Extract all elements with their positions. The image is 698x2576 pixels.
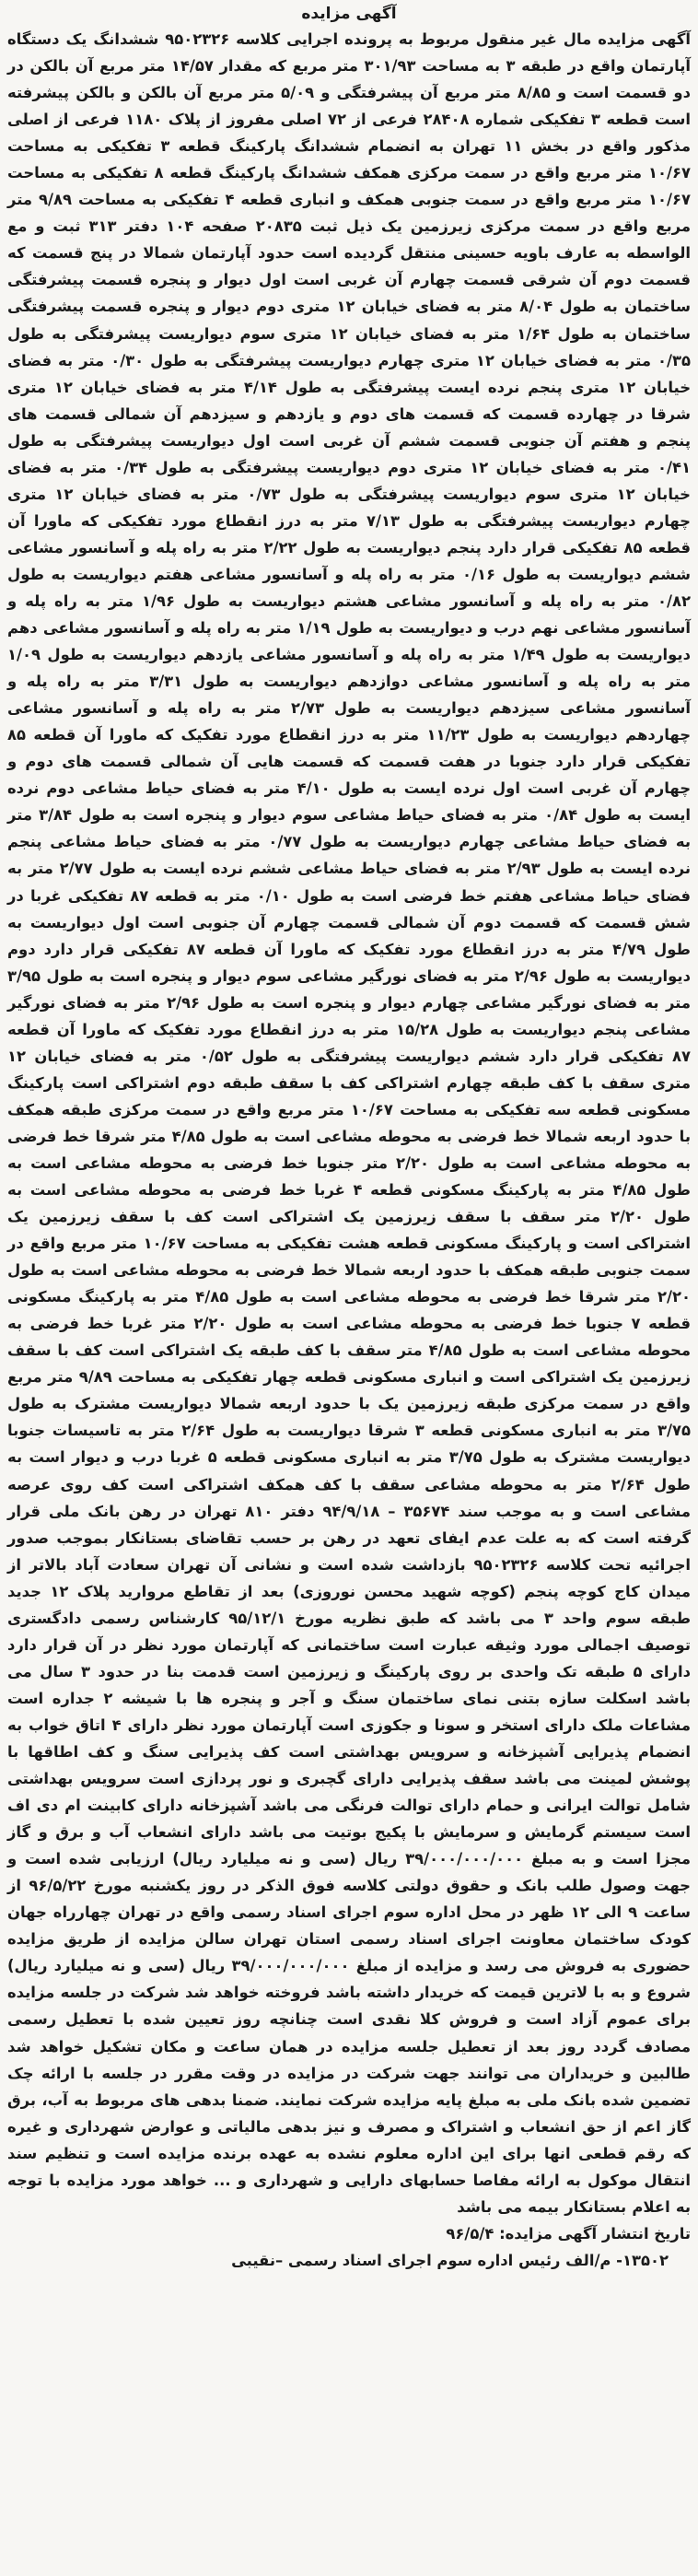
notice-title: آگهی مزایده bbox=[301, 5, 397, 23]
publication-date: تاریخ انتشار آگهی مزایده: ۹۶/۵/۴ bbox=[446, 2224, 691, 2242]
notice-body-text: آگهی مزایده مال غیر منقول مربوط به پرونده اجرایی کلاسه ۹۵۰۲۳۲۶ ششدانگ یک دستگاه آپارتمان واقع در طبقه ۳ به مساحت ۳۰۱/۹۳ متر مربع که مقدار ۱۴/۵۷ متر مربع آن بالکن در دو قسمت است و ۸/۸۵ متر مربع آن پیشرفتگی و ۵/۰۹ متر مربع آن بالکن و بالکن پیشرفته است قطعه ۳ تفکیکی شماره ۲۸۴۰۸ فرعی از ۷۲ اصلی مفروز از پلاک ۱۱۸۰ فرعی از اصلی مذکور واقع در بخش ۱۱ تهران به انضمام ششدانگ پارکینگ قطعه ۳ تفکیکی به مساحت ۱۰/۶۷ متر مربع واقع در سمت مرکزی همکف ششدانگ پارکینگ قطعه ۸ تفکیکی به مساحت ۱۰/۶۷ متر مربع واقع در سمت جنوبی همکف و انباری قطعه ۴ تفکیکی به مساحت ۹/۸۹ متر مربع واقع در سمت مرکزی زیرزمین یک ذیل ثبت ۲۰۸۳۵ صفحه ۱۰۴ دفتر ۳۱۳ ثبت و مع الواسطه به عارف باویه حسینی منتقل گردیده است حدود آپارتمان شمالا در پنج قسمت که قسمت دوم آن شرقی قسمت چهارم آن غربی است اول دیوار و پنجره قسمت پیشرفتگی ساختمان به طول ۸/۰۴ متر به فضای خیابان ۱۲ متری دوم دیوار و پنجره قسمت پیشرفتگی ساختمان به طول ۱/۶۴ متر به فضای خیابان ۱۲ متری سوم دیواریست پیشرفتگی به طول ۰/۳۵ متر به فضای خیابان ۱۲ متری چهارم دیواریست پیشرفتگی به طول ۰/۳۰ متر به فضای خیابان ۱۲ متری پنجم نرده ایست پیشرفتگی به طول ۴/۱۴ متر به فضای خیابان ۱۲ متری شرقا در چهارده قسمت که قسمت های دوم و یازدهم و سیزدهم آن شمالی قسمت های پنجم و هفتم آن جنوبی قسمت ششم آن غربی است اول دیواریست پیشرفتگی به طول ۰/۴۱ متر به فضای خیابان ۱۲ متری دوم دیواریست پیشرفتگی به طول ۰/۳۴ متر به فضای خیابان ۱۲ متری سوم دیواریست پیشرفتگی به طول ۰/۷۳ متر به فضای خیابان ۱۲ متری چهارم دیواریست پیشرفتگی به طول ۷/۱۳ متر به درز انقطاع مورد تفکیکی که ماورا آن قطعه ۸۵ تفکیکی قرار دارد پنجم دیواریست به طول ۲/۲۲ متر به راه پله و آسانسور مشاعی ششم دیواریست به طول ۰/۱۶ متر به راه پله و آسانسور مشاعی هفتم دیواریست به طول ۰/۸۲ متر به راه پله و آسانسور مشاعی هشتم دیواریست به طول ۱/۹۶ متر به راه پله و آسانسور مشاعی نهم درب و دیواریست به طول ۱/۱۹ متر به راه پله و آسانسور مشاعی دهم دیواریست به طول ۱/۴۹ متر به راه پله و آسانسور مشاعی یازدهم دیواریست به طول ۱/۰۹ متر به راه پله و آسانسور مشاعی دوازدهم دیواریست به طول ۳/۳۱ متر به راه پله و آسانسور مشاعی سیزدهم دیواریست به طول ۲/۷۳ متر به راه پله و آسانسور مشاعی چهاردهم دیواریست به طول ۱۱/۲۳ متر به درز انقطاع مورد تفکیک که ماورا آن قطعه ۸۵ تفکیکی قرار دارد جنوبا در هفت قسمت که قسمت هایی آن شمالی قسمت های دوم و چهارم آن غربی است اول نرده ایست به طول ۴/۱۰ متر به فضای حیاط مشاعی دوم نرده ایست به طول ۰/۸۴ متر به فضای حیاط مشاعی سوم دیوار و پنجره است به طول ۳/۸۴ متر به فضای حیاط مشاعی چهارم دیواریست به طول ۰/۷۷ متر به فضای حیاط مشاعی پنجم نرده ایست به طول ۲/۹۳ متر به فضای حیاط مشاعی ششم نرده ایست به طول ۲/۷۷ متر به فضای حیاط مشاعی هفتم خط فرضی است به طول ۰/۱۰ متر به قطعه ۸۷ تفکیکی غربا در شش قسمت که قسمت دوم آن شمالی قسمت چهارم آن جنوبی است اول دیواریست به طول ۴/۷۹ متر به درز انقطاع مورد تفکیک که ماورا آن قطعه ۸۷ تفکیکی قرار دارد دوم دیواریست به طول ۲/۹۶ متر به فضای نورگیر مشاعی سوم دیوار و پنجره است به طول ۳/۹۵ متر به فضای نورگیر مشاعی چهارم دیوار و پنجره است به طول ۲/۹۶ متر به فضای نورگیر مشاعی پنجم دیواریست به طول ۱۵/۲۸ متر به درز انقطاع مورد تفکیک که ماورا آن قطعه ۸۷ تفکیکی قرار دارد ششم دیواریست پیشرفتگی به طول ۰/۵۲ متر به فضای خیابان ۱۲ متری سقف با کف طبقه چهارم اشتراکی کف با سقف طبقه دوم اشتراکی است پارکینگ مسکونی قطعه سه تفکیکی به مساحت ۱۰/۶۷ متر مربع واقع در سمت مرکزی طبقه همکف با حدود اربعه شمالا خط فرضی به محوطه مشاعی است به طول ۴/۸۵ متر شرقا خط فرضی به محوطه مشاعی است به طول ۲/۲۰ متر جنوبا خط فرضی به محوطه مشاعی است به طول ۴/۸۵ متر به پارکینگ مسکونی قطعه ۴ غربا خط فرضی به محوطه مشاعی است به طول ۲/۲۰ متر سقف با سقف زیرزمین یک اشتراکی است کف با سقف زیرزمین یک اشتراکی است و پارکینگ مسکونی قطعه هشت تفکیکی به مساحت ۱۰/۶۷ متر مربع واقع در سمت جنوبی طبقه همکف با حدود اربعه شمالا خط فرضی به محوطه مشاعی است به طول ۲/۲۰ متر شرقا خط فرضی به محوطه مشاعی است به طول ۴/۸۵ متر به پارکینگ مسکونی قطعه ۷ جنوبا خط فرضی به محوطه مشاعی است به طول ۲/۲۰ متر غربا خط فرضی به محوطه مشاعی است به طول ۴/۸۵ متر سقف با کف طبقه یک اشتراکی است کف با سقف زیرزمین یک اشتراکی است و انباری مسکونی قطعه چهار تفکیکی به مساحت ۹/۸۹ متر مربع واقع در سمت مرکزی طبقه زیرزمین یک با حدود اربعه شمالا دیواریست مشترک به طول ۳/۷۵ متر به انباری مسکونی قطعه ۳ شرقا دیواریست به طول ۲/۶۴ متر به تاسیسات جنوبا دیواریست مشترک به طول ۳/۷۵ متر به انباری مسکونی قطعه ۵ غربا درب و دیوار است به طول ۲/۶۴ متر به محوطه مشاعی سقف با کف همکف اشتراکی است کف روی عرصه مشاعی است و به موجب سند ۳۵۶۷۴ – ۹۴/۹/۱۸ دفتر ۸۱۰ تهران در رهن بانک ملی قرار گرفته است که به علت عدم ایفای تعهد در رهن بر حسب تقاضای بستانکار بموجب صدور اجرائیه تحت کلاسه ۹۵۰۲۳۲۶ بازداشت شده است و نشانی آن تهران سعادت آباد بالاتر از میدان کاج کوچه پنجم (کوچه شهید محسن نوروزی) بعد از تقاطع مروارید پلاک ۱۲ جدید طبقه سوم واحد ۳ می باشد که طبق نظریه مورخ ۹۵/۱۲/۱ کارشناس رسمی دادگستری توصیف اجمالی مورد وثیقه عبارت است ساختمانی که آپارتمان مورد نظر در آن قرار دارد دارای ۵ طبقه تک واحدی بر روی پارکینگ و زیرزمین است قدمت بنا در حدود ۳ سال می باشد اسکلت سازه بتنی نمای ساختمان سنگ و آجر و پنجره ها با شیشه ۲ جداره است مشاعات ملک دارای استخر و سونا و جکوزی است آپارتمان مورد نظر دارای ۴ اتاق خواب به انضمام پذیرایی آشپزخانه و سرویس بهداشتی است کف پذیرایی سنگ و کف اطاقها با پوشش لمینت می باشد سقف پذیرایی دارای گچبری و نور پردازی است سرویس بهداشتی شامل توالت ایرانی و حمام دارای توالت فرنگی می باشد آشپزخانه دارای کابینت ام دی اف است سیستم گرمایش و سرمایش با پکیج بوتیت می باشد دارای انشعاب آب و برق و گاز مجزا است و به مبلغ ۳۹/۰۰۰/۰۰۰/۰۰۰ ریال (سی و نه میلیارد ریال) ارزیابی شده است و جهت وصول طلب بانک و حقوق دولتی کلاسه فوق الذکر در روز یکشنبه مورخ ۹۶/۵/۲۲ از ساعت ۹ الی ۱۲ ظهر در محل اداره سوم اجرای اسناد رسمی واقع در تهران چهارراه جهان کودک ساختمان معاونت اجرای اسناد رسمی استان تهران سالن مزایده از طریق مزایده حضوری به فروش می رسد و مزایده از مبلغ ۳۹/۰۰۰/۰۰۰/۰۰۰ ریال (سی و نه میلیارد ریال) شروع و به با لاترین قیمت که خریدار داشته باشد فروخته خواهد شد شرکت در جلسه مزایده برای عموم آزاد است و فروش کلا نقدی است چنانچه روز تعیین شده با تعطیل رسمی مصادف گردد روز بعد از تعطیل جلسه مزایده در همان ساعت و مکان تشکیل خواهد شد طالبین و خریداران می توانند جهت شرکت در مزایده در وقت مقرر در جلسه با ارائه چک تضمین شده بانک ملی به مبلغ پایه مزایده شرکت نمایند. ضمنا بدهی های مربوط به آب، برق گاز اعم از حق انشعاب و اشتراک و مصرف و نیز بدهی مالیاتی و عوارض شهرداری و غیره که رقم قطعی انها برای این اداره معلوم نشده به عهده برنده مزایده است و تنظیم سند انتقال موکول به ارائه مفاصا حسابهای دارایی و شهرداری و ... خواهد مورد مزایده با توجه به اعلام بستانکار بیمه می باشد bbox=[7, 30, 692, 2216]
signature-line: ۱۳۵۰۲- م/الف رئیس اداره سوم اجرای اسناد رسمی –نقیبی bbox=[231, 2251, 669, 2269]
